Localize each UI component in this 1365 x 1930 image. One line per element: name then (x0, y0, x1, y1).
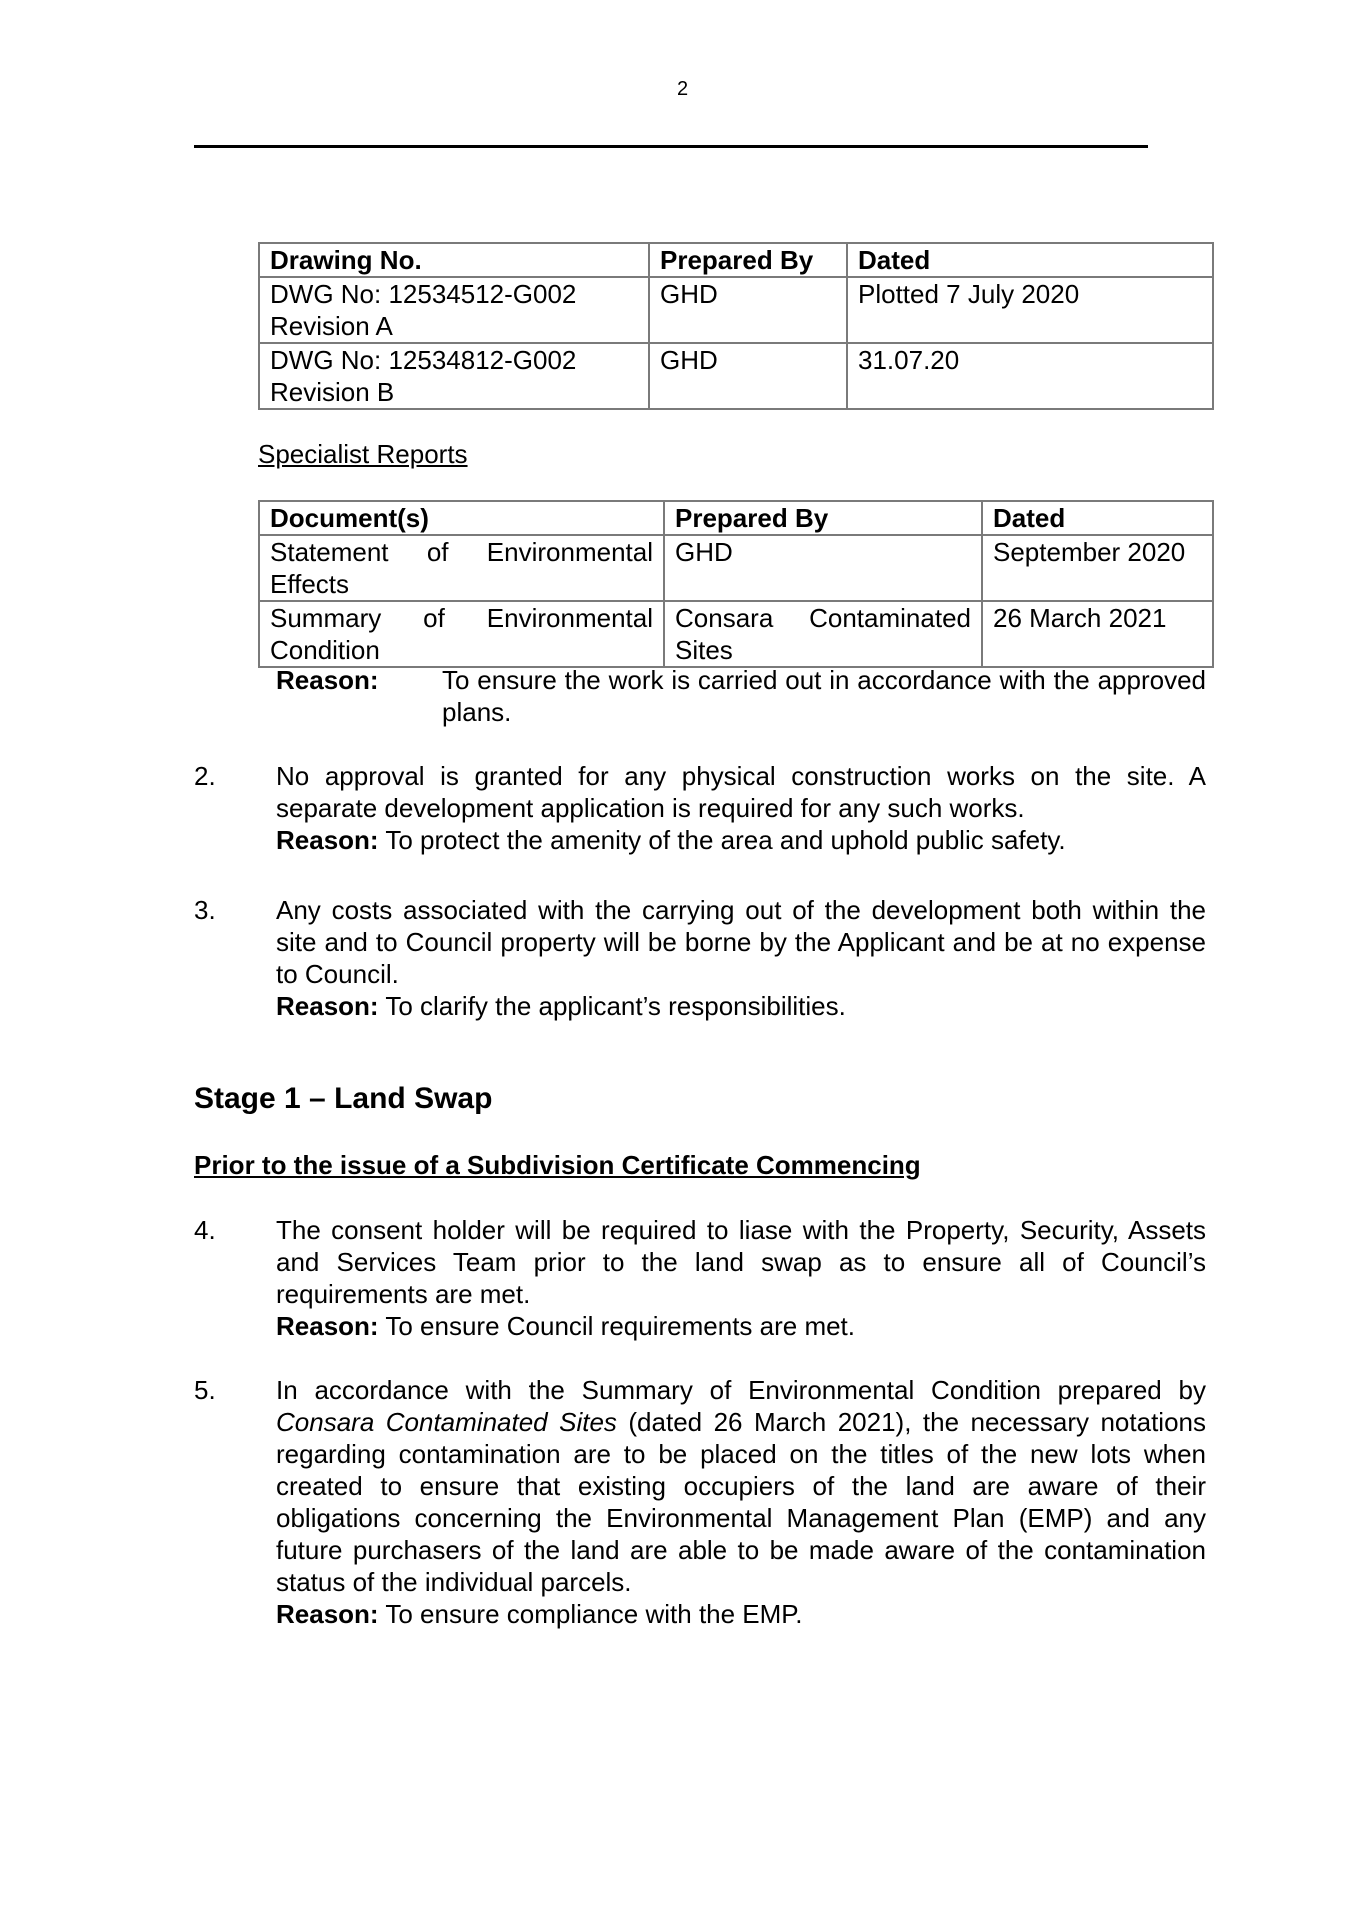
document-line: Effects (270, 569, 350, 599)
reason-label: Reason: (276, 665, 379, 695)
drawing-number: DWG No: 12534812-G002 (270, 345, 577, 375)
prepared-by-cell: GHD (649, 343, 847, 409)
drawing-number: DWG No: 12534512-G002 (270, 279, 577, 309)
table-row (259, 277, 1213, 343)
reason-label: Reason: (276, 1599, 379, 1629)
header-dated: Dated (847, 243, 1213, 277)
table-row (259, 535, 1213, 601)
condition-3-reason (276, 990, 1206, 1022)
header-documents: Document(s) (259, 501, 664, 535)
prepared-by-cell (664, 535, 982, 601)
condition-5-text-after: (dated 26 March 2021), the necessary notations regarding contamination are to be placed on the titles of the new lots when created to ensure that existing occupiers of the land are aware of their obligations concerning the Environmental Management Plan (EMP) and any future purchasers of the land are able to be made aware of the contamination status of the individual parcels. (276, 1407, 1206, 1597)
reason-text: To protect the amenity of the area and uphold public safety. (385, 825, 1066, 855)
prepared-by-cell: GHD (649, 277, 847, 343)
reason-label: Reason: (276, 991, 379, 1021)
reason-label: Reason: (276, 1311, 379, 1341)
table-row (259, 343, 1213, 409)
header-prepared-by: Prepared By (649, 243, 847, 277)
dated-cell: Plotted 7 July 2020 (847, 277, 1213, 343)
header-dated: Dated (982, 501, 1213, 535)
prepared-by-cell (664, 601, 982, 667)
reason-text: To ensure Council requirements are met. (385, 1311, 856, 1341)
condition-5-report-name: Consara Contaminated Sites (276, 1407, 617, 1437)
header-drawing-no: Drawing No. (259, 243, 649, 277)
page-number: 2 (676, 78, 689, 100)
table-row (259, 601, 1213, 667)
prepared-by-line: Consara Contaminated (675, 603, 971, 633)
header-prepared-by: Prepared By (664, 501, 982, 535)
drawing-cell (259, 343, 649, 409)
prepared-by-line: GHD (675, 537, 733, 567)
document-line: Statement of Environmental (270, 537, 653, 567)
condition-5-text-before: In accordance with the Summary of Environmental Condition prepared by (276, 1375, 1206, 1405)
document-line: Summary of Environmental (270, 603, 653, 633)
section-subheading: Prior to the issue of a Subdivision Certificate Commencing (194, 1150, 921, 1180)
reason-label: Reason: (276, 825, 379, 855)
table-header-row (259, 501, 1213, 535)
condition-3-text: Any costs associated with the carrying out of the development both within the site and to Council property will be borne by the Applicant and be at no expense to Council. (276, 895, 1206, 989)
header-rule (194, 145, 1148, 148)
condition-number: 5. (194, 1375, 216, 1405)
dated-cell: 26 March 2021 (982, 601, 1213, 667)
reason-text: To ensure the work is carried out in accordance with the approved plans. (442, 665, 1206, 727)
reason-text: To ensure compliance with the EMP. (385, 1599, 803, 1629)
condition-5-text (276, 1374, 1206, 1598)
drawing-revision: Revision B (270, 377, 395, 407)
condition-2-text: No approval is granted for any physical construction works on the site. A separate development application is required for any such works. (276, 761, 1206, 823)
condition-2-reason (276, 824, 1206, 856)
drawing-cell (259, 277, 649, 343)
condition-5-reason (276, 1598, 1206, 1630)
condition-4-text: The consent holder will be required to liase with the Property, Security, Assets and Services Team prior to the land swap as to ensure all of Council’s requirements are met. (276, 1215, 1206, 1309)
drawing-revision: Revision A (270, 311, 393, 341)
reports-table (258, 500, 1214, 668)
document-line: Condition (270, 635, 380, 665)
prepared-by-line: Sites (675, 635, 733, 665)
condition-4-reason (276, 1310, 1206, 1342)
specialist-reports-caption: Specialist Reports (258, 439, 468, 469)
condition-number: 3. (194, 895, 216, 925)
condition-number: 4. (194, 1215, 216, 1245)
condition-number: 2. (194, 761, 216, 791)
document-cell (259, 535, 664, 601)
stage-title: Stage 1 – Land Swap (194, 1082, 493, 1115)
document-cell (259, 601, 664, 667)
dated-cell: September 2020 (982, 535, 1213, 601)
reason-text: To clarify the applicant’s responsibilities. (385, 991, 846, 1021)
table-header-row (259, 243, 1213, 277)
dated-cell: 31.07.20 (847, 343, 1213, 409)
drawings-table (258, 242, 1214, 410)
